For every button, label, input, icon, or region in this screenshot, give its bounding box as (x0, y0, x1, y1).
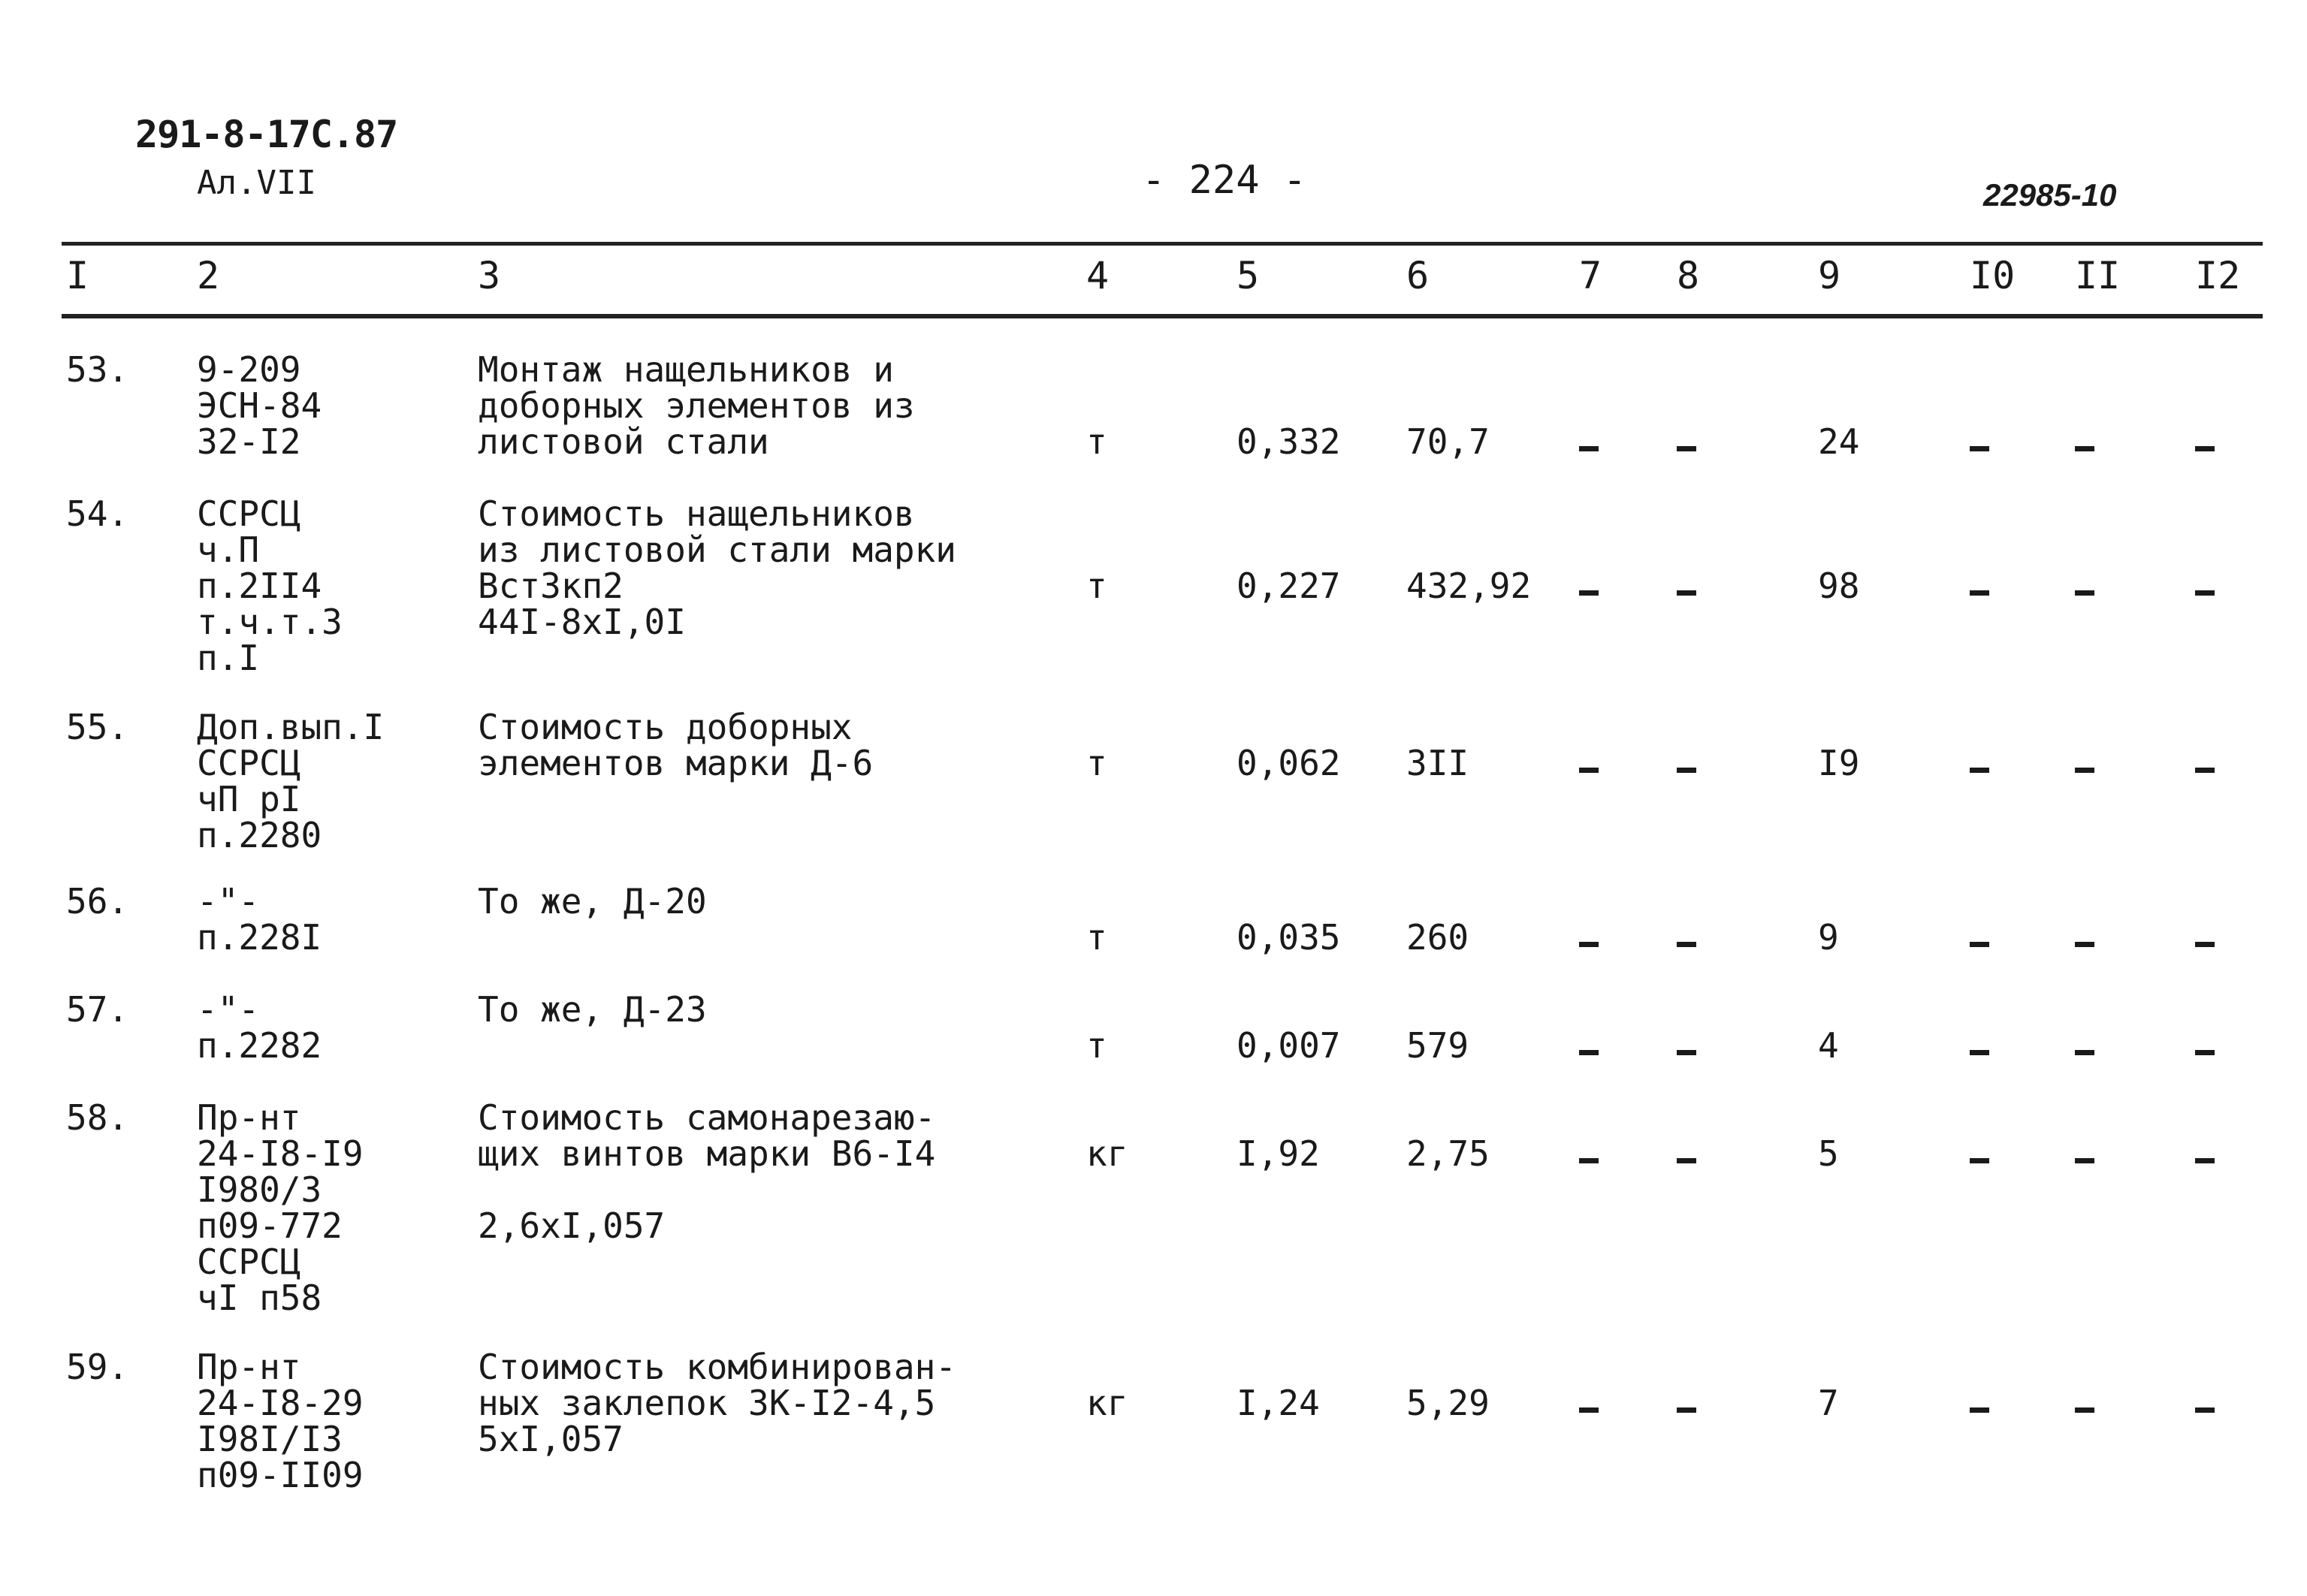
row-58-number: 58. (66, 1097, 129, 1138)
row-58-c9: 5 (1818, 1133, 1839, 1174)
row-55-description: Стоимость доборных элементов марки Д-6 (478, 707, 874, 783)
row-58-c11-dash (2075, 1158, 2094, 1163)
row-58-c7-dash (1579, 1158, 1599, 1163)
column-header-7: 7 (1579, 254, 1602, 297)
row-57-c12-dash (2195, 1050, 2215, 1055)
column-header-10: I0 (1970, 254, 2016, 297)
row-54-source: ССРСЦ ч.П п.2II4 т.ч.т.3 п.I (197, 493, 343, 678)
row-57-c10-dash (1970, 1050, 1989, 1055)
row-53-c10-dash (1970, 446, 1989, 451)
row-53-unit: т (1086, 421, 1107, 462)
row-59-description: Стоимость комбинирован- ных заклепок ЗК-I2-4,5 5хI,057 (478, 1347, 956, 1459)
row-57-unit: т (1086, 1025, 1107, 1066)
row-53-source: 9-209 ЭСН-84 32-I2 (197, 349, 322, 462)
row-55-c7-dash (1579, 768, 1599, 773)
row-56-c12-dash (2195, 942, 2215, 947)
row-58-description: Стоимость самонарезаю- щих винтов марки В6-I4 2,6хI,057 (478, 1097, 936, 1246)
row-53-c12-dash (2195, 446, 2215, 451)
column-header-9: 9 (1818, 254, 1841, 297)
row-58-source: Пр-нт 24-I8-I9 I980/3 п09-772 ССРСЦ чI п58 (197, 1097, 364, 1318)
row-58-price: 2,75 (1406, 1133, 1490, 1174)
row-58-quantity: I,92 (1237, 1133, 1320, 1174)
row-55-unit: т (1086, 743, 1107, 783)
row-58-c10-dash (1970, 1158, 1989, 1163)
row-53-c8-dash (1677, 446, 1696, 451)
document-code: 291-8-17C.87 (135, 113, 398, 156)
column-header-8: 8 (1677, 254, 1700, 297)
column-header-5: 5 (1237, 254, 1260, 297)
handwritten-stamp: 22985-10 (1983, 177, 2117, 213)
row-54-c10-dash (1970, 590, 1989, 596)
row-53-price: 70,7 (1406, 421, 1490, 462)
column-header-2: 2 (197, 254, 220, 297)
sheet-label: Ал.VII (197, 164, 316, 202)
row-54-c11-dash (2075, 590, 2094, 596)
row-57-description: То же, Д-23 (478, 989, 707, 1030)
row-53-c9: 24 (1818, 421, 1860, 462)
row-54-description: Стоимость нащельников из листовой стали марки ВстЗкп2 44I-8хI,0I (478, 493, 956, 642)
row-56-c9: 9 (1818, 917, 1839, 958)
row-57-source: -"- п.2282 (197, 989, 322, 1066)
row-56-c8-dash (1677, 942, 1696, 947)
row-56-number: 56. (66, 881, 129, 922)
column-header-3: 3 (478, 254, 501, 297)
row-59-c11-dash (2075, 1407, 2094, 1413)
row-55-c9: I9 (1818, 743, 1860, 783)
column-header-1: I (66, 254, 89, 297)
row-59-unit: кг (1086, 1383, 1128, 1423)
row-55-source: Доп.вып.I ССРСЦ чП рI п.2280 (197, 707, 385, 855)
row-56-price: 260 (1406, 917, 1469, 958)
row-59-c10-dash (1970, 1407, 1989, 1413)
column-header-6: 6 (1406, 254, 1430, 297)
row-57-c7-dash (1579, 1050, 1599, 1055)
row-54-c8-dash (1677, 590, 1696, 596)
row-58-c12-dash (2195, 1158, 2215, 1163)
row-54-c7-dash (1579, 590, 1599, 596)
row-53-quantity: 0,332 (1237, 421, 1341, 462)
row-57-quantity: 0,007 (1237, 1025, 1341, 1066)
row-55-price: 3II (1406, 743, 1469, 783)
row-57-price: 579 (1406, 1025, 1469, 1066)
row-55-quantity: 0,062 (1237, 743, 1341, 783)
row-56-description: То же, Д-20 (478, 881, 707, 922)
row-59-number: 59. (66, 1347, 129, 1387)
page-number: - 224 - (1142, 158, 1307, 203)
row-59-quantity: I,24 (1237, 1383, 1320, 1423)
row-53-c7-dash (1579, 446, 1599, 451)
row-57-number: 57. (66, 989, 129, 1030)
row-59-c7-dash (1579, 1407, 1599, 1413)
row-56-quantity: 0,035 (1237, 917, 1341, 958)
row-57-c11-dash (2075, 1050, 2094, 1055)
header-rule-top (62, 242, 2263, 246)
row-53-c11-dash (2075, 446, 2094, 451)
row-54-price: 432,92 (1406, 566, 1532, 606)
row-58-unit: кг (1086, 1133, 1128, 1174)
row-55-c12-dash (2195, 768, 2215, 773)
row-54-c12-dash (2195, 590, 2215, 596)
row-53-number: 53. (66, 349, 129, 390)
row-53-description: Монтаж нащельников и доборных элементов из листовой стали (478, 349, 915, 462)
row-59-c8-dash (1677, 1407, 1696, 1413)
row-55-c8-dash (1677, 768, 1696, 773)
row-57-c9: 4 (1818, 1025, 1839, 1066)
row-55-c10-dash (1970, 768, 1989, 773)
row-59-price: 5,29 (1406, 1383, 1490, 1423)
column-header-11: II (2075, 254, 2121, 297)
row-57-c8-dash (1677, 1050, 1696, 1055)
row-54-c9: 98 (1818, 566, 1860, 606)
row-58-c8-dash (1677, 1158, 1696, 1163)
column-header-12: I2 (2195, 254, 2241, 297)
row-54-quantity: 0,227 (1237, 566, 1341, 606)
row-56-source: -"- п.228I (197, 881, 322, 958)
row-59-source: Пр-нт 24-I8-29 I98I/I3 п09-II09 (197, 1347, 364, 1495)
row-59-c12-dash (2195, 1407, 2215, 1413)
row-56-c10-dash (1970, 942, 1989, 947)
column-header-4: 4 (1086, 254, 1110, 297)
row-59-c9: 7 (1818, 1383, 1839, 1423)
header-rule-bottom (62, 314, 2263, 318)
row-54-unit: т (1086, 566, 1107, 606)
row-55-c11-dash (2075, 768, 2094, 773)
row-56-c7-dash (1579, 942, 1599, 947)
row-56-c11-dash (2075, 942, 2094, 947)
row-56-unit: т (1086, 917, 1107, 958)
row-55-number: 55. (66, 707, 129, 747)
row-54-number: 54. (66, 493, 129, 534)
